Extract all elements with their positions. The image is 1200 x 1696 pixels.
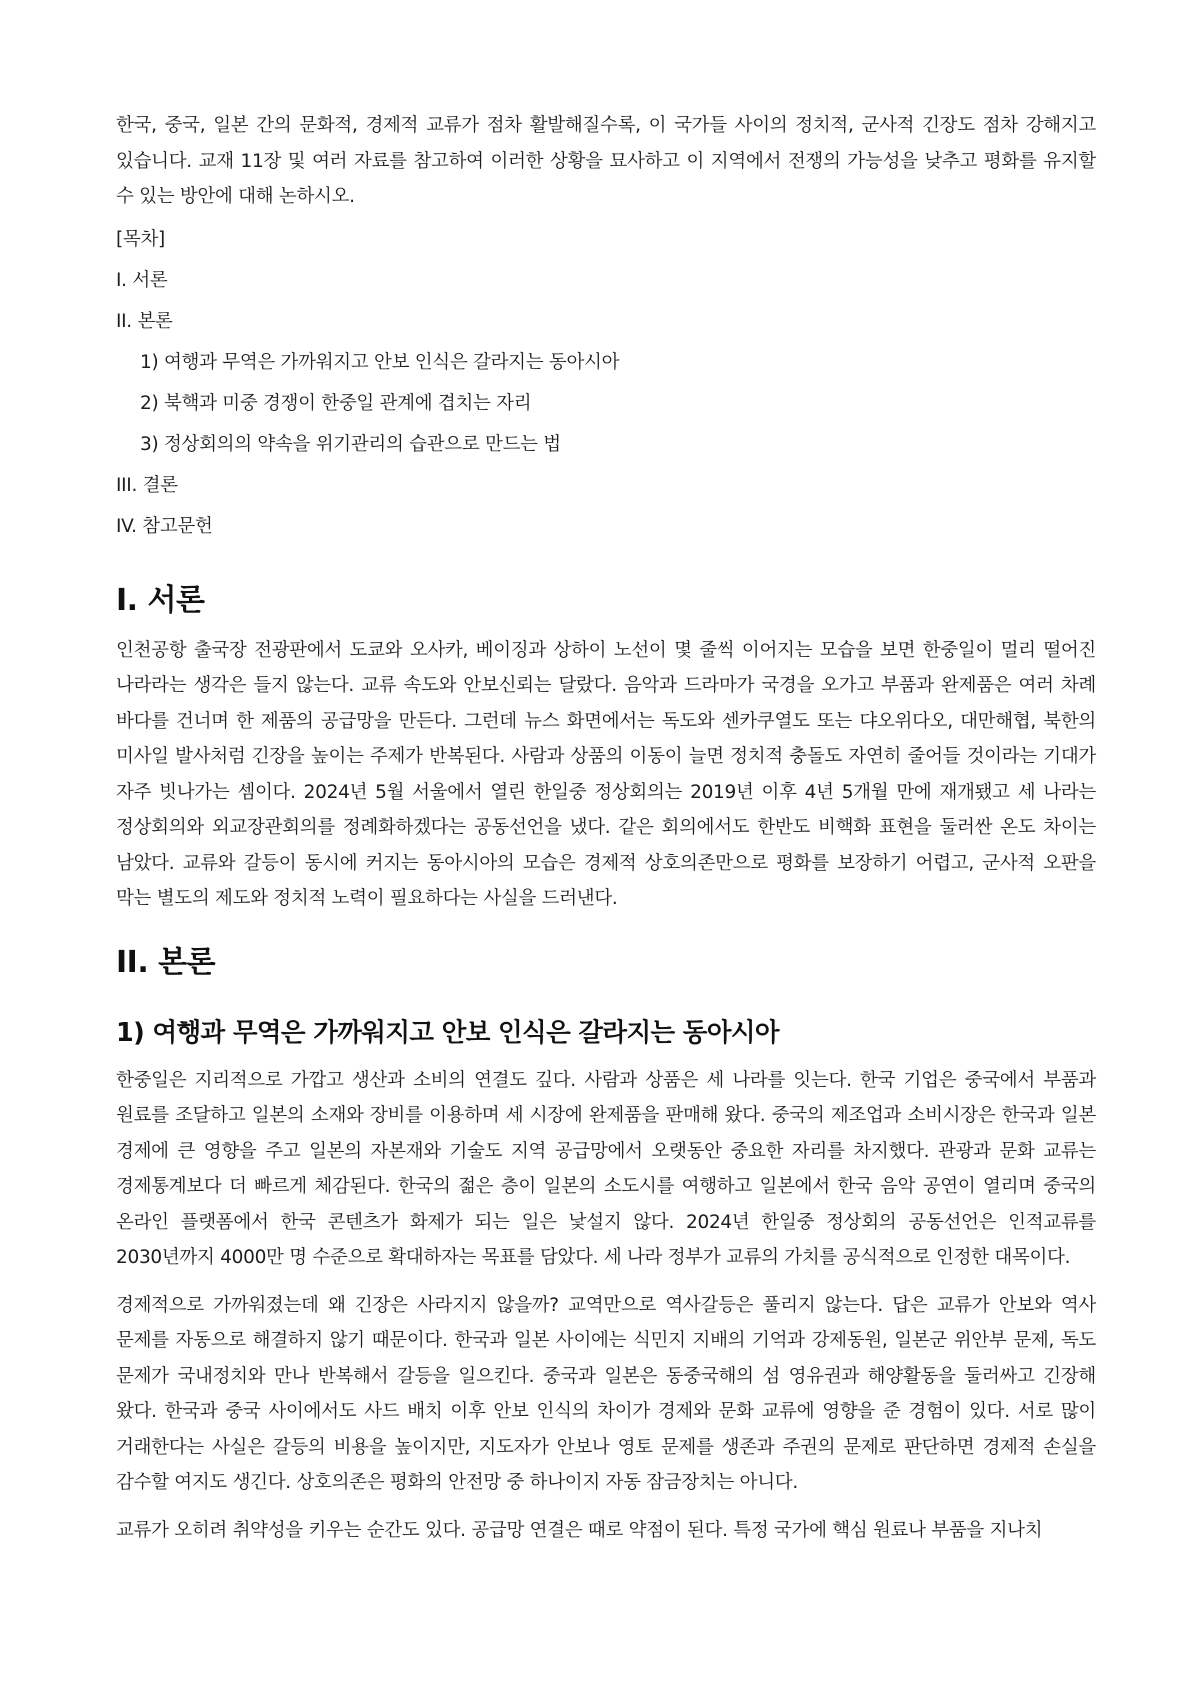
section-heading-intro: I. 서론 [116,582,205,618]
toc-subitem: 3) 정상회의의 약속을 위기관리의 습관으로 만드는 법 [140,433,561,455]
intro-paragraph: 인천공항 출국장 전광판에서 도쿄와 오사카, 베이징과 상하이 노선이 몇 줄씩 이어지는 모습을 보면 한중일이 멀리 떨어진 나라라는 생각은 들지 않는다. 교류 속도와 안보신뢰는 달랐다. 음악과 드라마가 국경을 오가고 부품과 완제품은 여러 차례 바다를 건너며 한 제품의 공급망을 만든다. 그런데 뉴스 화면에서는 독도와 센카쿠열도 또는 댜오위다오, 대만해협, 북한의 미사일 발사처럼 긴장을 높이는 주제가 반복된다. 사람과 상품의 이동이 늘면 정치적 충돌도 자연히 줄어들 것이라는 기대가 자주 빗나가는 셈이다. 2024년 5월 서울에서 열린 한일중 정상회의는 2019년 이후 4년 5개월 만에 재개됐고 세 나라는 정상회의와 외교장관회의를 정례화하겠다는 공동선언을 냈다. 같은 회의에서도 한반도 비핵화 표현을 둘러싼 온도 차이는 남았다. 교류와 갈등이 동시에 커지는 동아시아의 모습은 경제적 상호의존만으로 평화를 보장하기 어렵고, 군사적 오판을 막는 별도의 제도와 정치적 노력이 필요하다는 사실을 드러낸다. [116,639,1096,909]
essay-question: 한국, 중국, 일본 간의 문화적, 경제적 교류가 점차 활발해질수록, 이 국가들 사이의 정치적, 군사적 긴장도 점차 강해지고 있습니다. 교재 11장 및 여러 자료를 참고하여 이러한 상황을 묘사하고 이 지역에서 전쟁의 가능성을 낮추고 평화를 유지할 수 있는 방안에 대해 논하시오. [116,115,1096,207]
body-paragraph: 교류가 오히려 취약성을 키우는 순간도 있다. 공급망 연결은 때로 약점이 된다. 특정 국가에 핵심 원료나 부품을 지나치 [116,1519,1043,1541]
toc-title: [목차] [116,228,165,250]
toc-item: IV. 참고문헌 [116,515,213,537]
section-heading-body: II. 본론 [116,944,216,980]
toc-item: I. 서론 [116,269,168,291]
subsection-heading-1: 1) 여행과 무역은 가까워지고 안보 인식은 갈라지는 동아시아 [116,1017,779,1048]
body-paragraph: 한중일은 지리적으로 가깝고 생산과 소비의 연결도 깊다. 사람과 상품은 세 나라를 잇는다. 한국 기업은 중국에서 부품과 원료를 조달하고 일본의 소재와 장비를 이용하며 세 시장에 완제품을 판매해 왔다. 중국의 제조업과 소비시장은 한국과 일본 경제에 큰 영향을 주고 일본의 자본재와 기술도 지역 공급망에서 오랫동안 중요한 자리를 차지했다. 관광과 문화 교류는 경제통계보다 더 빠르게 체감된다. 한국의 젊은 층이 일본의 소도시를 여행하고 일본에서 한국 음악 공연이 열리며 중국의 온라인 플랫폼에서 한국 콘텐츠가 화제가 되는 일은 낯설지 않다. 2024년 한일중 정상회의 공동선언은 인적교류를 2030년까지 4000만 명 수준으로 확대하자는 목표를 담았다. 세 나라 정부가 교류의 가치를 공식적으로 인정한 대목이다. [116,1069,1097,1268]
body-paragraph: 경제적으로 가까워졌는데 왜 긴장은 사라지지 않을까? 교역만으로 역사갈등은 풀리지 않는다. 답은 교류가 안보와 역사 문제를 자동으로 해결하지 않기 때문이다. 한국과 일본 사이에는 식민지 지배의 기억과 강제동원, 일본군 위안부 문제, 독도 문제가 국내정치와 만나 반복해서 갈등을 일으킨다. 중국과 일본은 동중국해의 섬 영유권과 해양활동을 둘러싸고 긴장해 왔다. 한국과 중국 사이에서도 사드 배치 이후 안보 인식의 차이가 경제와 문화 교류에 영향을 준 경험이 있다. 서로 많이 거래한다는 사실은 갈등의 비용을 높이지만, 지도자가 안보나 영토 문제를 생존과 주권의 문제로 판단하면 경제적 손실을 감수할 여지도 생긴다. 상호의존은 평화의 안전망 중 하나이지 자동 잠금장치는 아니다. [116,1294,1096,1493]
toc-subitem: 2) 북핵과 미중 경쟁이 한중일 관계에 겹치는 자리 [140,392,532,414]
toc-item: III. 결론 [116,474,178,496]
table-of-contents [116,227,1096,555]
toc-item: II. 본론 [116,310,173,332]
toc-subitem: 1) 여행과 무역은 가까워지고 안보 인식은 갈라지는 동아시아 [140,351,620,373]
